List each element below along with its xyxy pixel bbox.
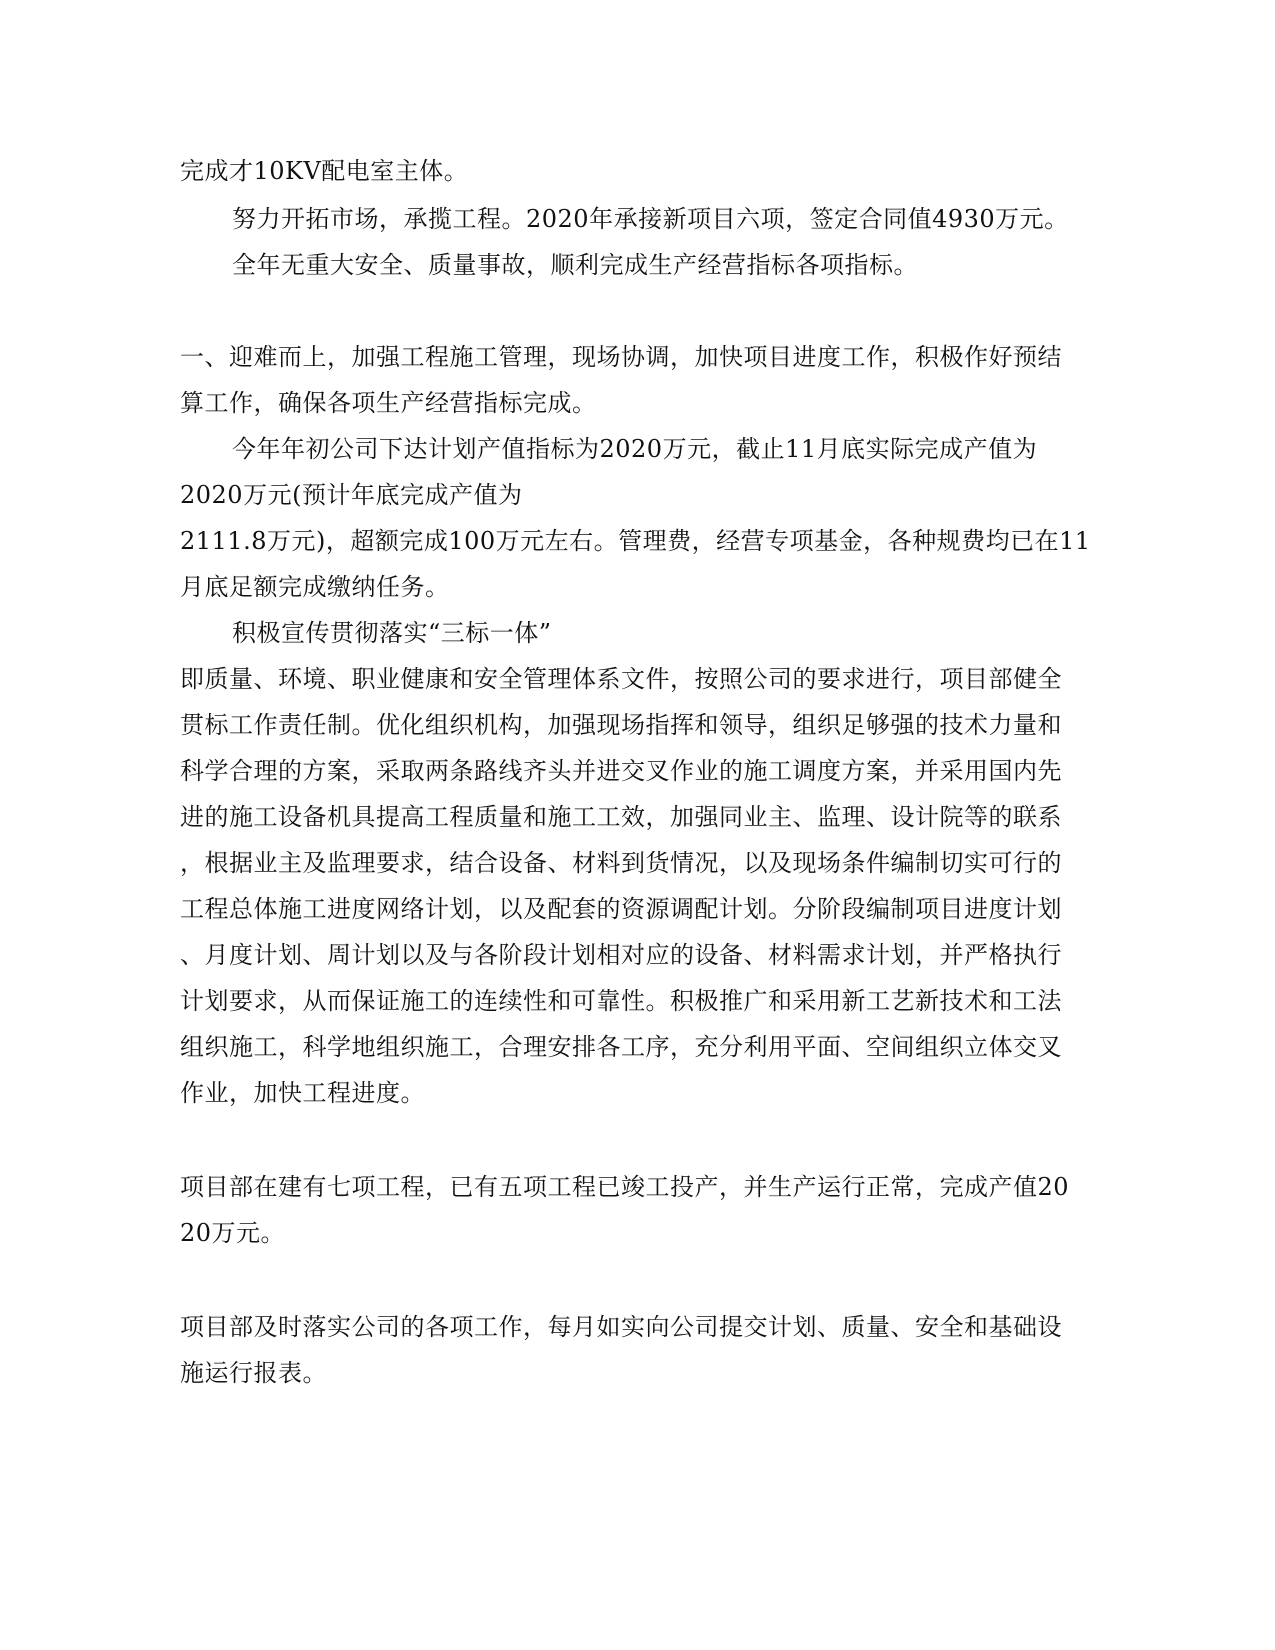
text-line: 项目部及时落实公司的各项工作，每月如实向公司提交计划、质量、安全和基础设 bbox=[180, 1313, 1062, 1341]
text-line: 全年无重大安全、质量事故，顺利完成生产经营指标各项指标。 bbox=[232, 251, 918, 279]
text-line: 工程总体施工进度网络计划，以及配套的资源调配计划。分阶段编制项目进度计划 bbox=[180, 895, 1062, 923]
text-line: 完成才10KV配电室主体。 bbox=[180, 157, 469, 185]
text-line: 20万元。 bbox=[180, 1219, 286, 1247]
text-line: 组织施工，科学地组织施工，合理安排各工序，充分利用平面、空间组织立体交叉 bbox=[180, 1033, 1062, 1061]
text-line: 、月度计划、周计划以及与各阶段计划相对应的设备、材料需求计划，并严格执行 bbox=[180, 941, 1062, 969]
text-line: 科学合理的方案，采取两条路线齐头并进交叉作业的施工调度方案，并采用国内先 bbox=[180, 757, 1062, 785]
text-line: 月底足额完成缴纳任务。 bbox=[180, 573, 450, 601]
text-line: 积极宣传贯彻落实“三标一体” bbox=[232, 619, 552, 647]
text-line: ，根据业主及监理要求，结合设备、材料到货情况，以及现场条件编制切实可行的 bbox=[180, 849, 1062, 877]
text-line: 计划要求，从而保证施工的连续性和可靠性。积极推广和采用新工艺新技术和工法 bbox=[180, 987, 1062, 1015]
text-line: 项目部在建有七项工程，已有五项工程已竣工投产，并生产运行正常，完成产值20 bbox=[180, 1173, 1070, 1201]
text-line: 即质量、环境、职业健康和安全管理体系文件，按照公司的要求进行，项目部健全 bbox=[180, 665, 1062, 693]
text-line: 贯标工作责任制。优化组织机构，加强现场指挥和领导，组织足够强的技术力量和 bbox=[180, 711, 1062, 739]
text-line: 今年年初公司下达计划产值指标为2020万元，截止11月底实际完成产值为 bbox=[232, 435, 1038, 463]
text-line: 作业，加快工程进度。 bbox=[180, 1079, 425, 1107]
text-line: 进的施工设备机具提高工程质量和施工工效，加强同业主、监理、设计院等的联系 bbox=[180, 803, 1062, 831]
section-heading: 一、迎难而上，加强工程施工管理，现场协调，加快项目进度工作，积极作好预结 bbox=[180, 343, 1062, 371]
text-line: 2111.8万元)，超额完成100万元左右。管理费，经营专项基金，各种规费均已在11 bbox=[180, 527, 1091, 555]
section-heading: 算工作，确保各项生产经营指标完成。 bbox=[180, 389, 597, 417]
text-line: 努力开拓市场，承揽工程。2020年承接新项目六项，签定合同值4930万元。 bbox=[232, 205, 1069, 233]
text-line: 2020万元(预计年底完成产值为 bbox=[180, 481, 523, 509]
text-line: 施运行报表。 bbox=[180, 1359, 327, 1387]
